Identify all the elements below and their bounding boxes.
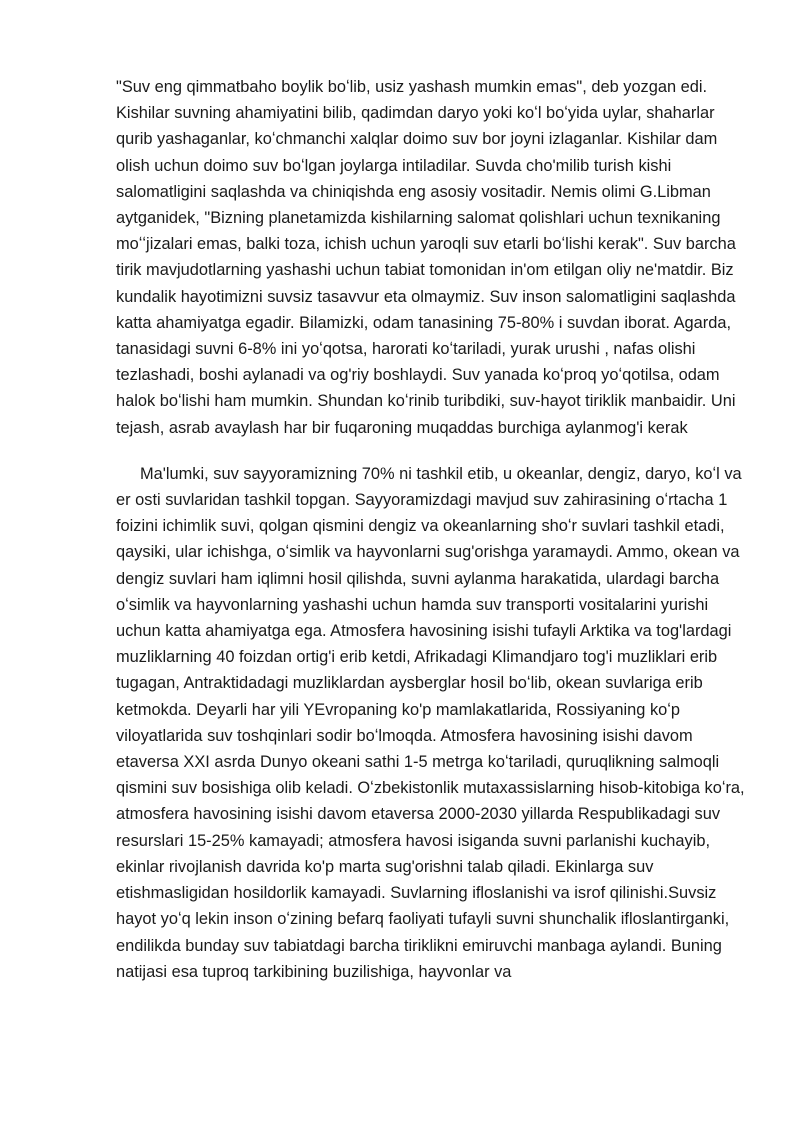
document-body xyxy=(116,74,748,985)
paragraph-water-resources: Ma'lumki, suv sayyoramizning 70% ni tashkil etib, u okeanlar, dengiz, daryo, koʻl va er osti suvlaridan tashkil topgan. Sayyoramizdagi mavjud suv zahirasining oʻrtacha 1 foizini ichimlik suvi, qolgan qismini dengiz va okeanlarning shoʻr suvlari tashkil etadi, qaysiki, ular ichishga, oʻsimlik va hayvonlarni sug'orishga yaramaydi. Ammo, okean va dengiz suvlari ham iqlimni hosil qilishda, suvni aylanma harakatida, ulardagi barcha oʻsimlik va hayvonlarning yashashi uchun hamda suv transporti vositalarini yurishi uchun katta ahamiyatga ega. Atmosfera havosining isishi tufayli Arktika va tog'lardagi muzliklarning 40 foizdan ortig'i erib ketdi, Afrikadagi Klimandjaro tog'i muzliklari erib tugagan, Antraktidadagi muzliklardan aysberglar hosil boʻlib, okean suvlariga erib ketmokda. Deyarli har yili YEvropaning ko'p mamlakatlarida, Rossiyaning koʻp viloyatlarida suv toshqinlari sodir boʻlmoqda. Atmosfera havosining isishi davom etaversa XXI asrda Dunyo okeani sathi 1-5 metrga koʻtariladi, quruqlikning salmoqli qismini suv bosishiga olib keladi. Oʻzbekistonlik mutaxassislarning hisob-kitobiga koʻra, atmosfera havosining isishi davom etaversa 2000-2030 yillarda Respublikadagi suv resurslari 15-25% kamayadi; atmosfera havosi isiganda suvni parlanishi kuchayib, ekinlar rivojlanish davrida ko'p marta sug'orishni talab qiladi. Ekinlarga suv etishmasligidan hosildorlik kamayadi. Suvlarning ifloslanishi va isrof qilinishi.Suvsiz hayot yoʻq lekin inson oʻzining befarq faoliyati tufayli suvni shunchalik ifloslantirganki, endilikda bunday suv tabiatdagi barcha tiriklikni emiruvchi manbaga aylandi. Buning natijasi esa tuproq tarkibining buzilishiga, hayvonlar va xyxy=(116,464,745,981)
paragraph-water-importance: "Suv eng qimmatbaho boylik boʻlib, usiz yashash mumkin emas", deb yozgan edi. Kishilar suvning ahamiyatini bilib, qadimdan daryo yoki koʻl boʻyida uylar, shaharlar qurib yashaganlar, koʻchmanchi xalqlar doimo suv bor joyni izlaganlar. Kishilar dam olish uchun doimo suv boʻlgan joylarga intiladilar. Suvda cho'milib turish kishi salomatligini saqlashda va chiniqishda eng asosiy vositadir. Nemis olimi G.Libman aytganidek, "Bizning planetamizda kishilarning salomat qolishlari uchun texnikaning moʻʻjizalari emas, balki toza, ichish uchun yaroqli suv etarli boʻlishi kerak". Suv barcha tirik mavjudotlarning yashashi uchun tabiat tomonidan in'om etilgan oliy ne'matdir. Biz kundalik hayotimizni suvsiz tasavvur eta olmaymiz. Suv inson salomatligini saqlashda katta ahamiyatga egadir. Bilamizki, odam tanasining 75-80% i suvdan iborat. Agarda, tanasidagi suvni 6-8% ini yoʻqotsa, harorati koʻtariladi, yurak urushi , nafas olishi tezlashadi, boshi aylanadi va og'riy boshlaydi. Suv yanada koʻproq yoʻqotilsa, odam halok boʻlishi ham mumkin. Shundan koʻrinib turibdiki, suv-hayot tiriklik manbaidir. Uni tejash, asrab avaylash har bir fuqaroning muqaddas burchiga aylanmog'i kerak xyxy=(116,78,736,437)
